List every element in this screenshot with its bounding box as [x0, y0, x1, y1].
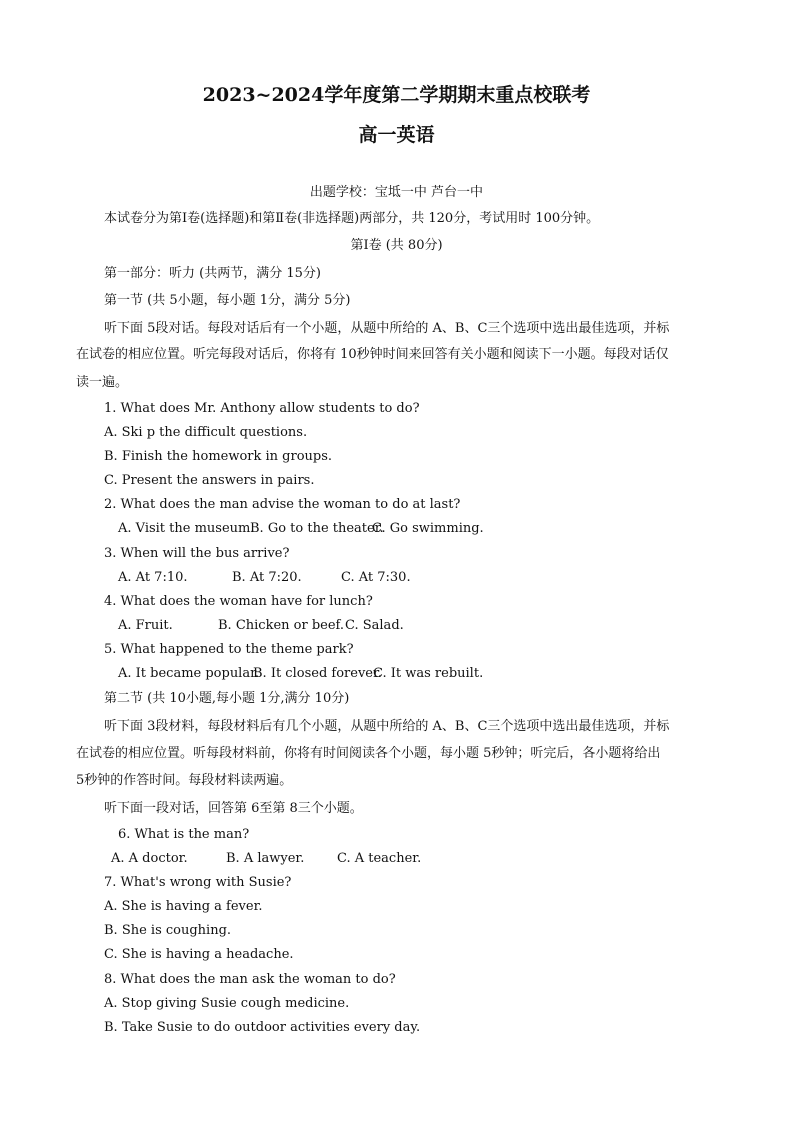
- q6-option-b: B. A lawyer.: [226, 851, 305, 866]
- q7-option-a: A. She is having a fever.: [104, 899, 263, 914]
- exam-subject: 高一英语: [358, 124, 435, 146]
- question-8: 8. What does the man ask the woman to do?: [104, 972, 396, 987]
- q1-option-b: B. Finish the homework in groups.: [104, 449, 333, 464]
- volume-heading: 第Ⅰ卷 (共 80分): [350, 238, 443, 253]
- section1-instruction-line: 听下面 5段对话。每段对话后有一个小题，从题中所给的 A、B、C三个选项中选出最佳选项，并标: [104, 321, 670, 336]
- q8-option-b: B. Take Susie to do outdoor activities every day.: [104, 1020, 421, 1035]
- q4-option-a: A. Fruit.: [118, 618, 173, 633]
- question-4: 4. What does the woman have for lunch?: [104, 594, 373, 609]
- q8-option-a: A. Stop giving Susie cough medicine.: [104, 996, 350, 1011]
- q1-option-a: A. Ski p the difficult questions.: [104, 425, 308, 440]
- q7-option-c: C. She is having a headache.: [104, 947, 294, 962]
- setter-schools: 出题学校：宝坻一中 芦台一中: [309, 185, 484, 200]
- question-2: 2. What does the man advise the woman to do at last?: [104, 497, 461, 512]
- q2-option-c: C. Go swimming.: [372, 521, 484, 536]
- q6-option-c: C. A teacher.: [337, 851, 422, 866]
- section2-heading: 第二节 (共 10小题,每小题 1分,满分 10分): [104, 691, 350, 706]
- question-3: 3. When will the bus arrive?: [104, 546, 290, 561]
- section1-instruction-line: 在试卷的相应位置。听完每段对话后，你将有 10秒钟时间来回答有关小题和阅读下一小题。每段对话仅: [76, 347, 669, 362]
- q5-option-b: B. It closed forever.: [253, 666, 382, 681]
- exam-title: 2023~2024学年度第二学期期末重点校联考: [202, 84, 591, 106]
- exam-scope: 本试卷分为第Ⅰ卷(选择题)和第Ⅱ卷(非选择题)两部分，共 120分，考试用时 100分钟。: [104, 211, 600, 226]
- q6-option-a: A. A doctor.: [111, 851, 188, 866]
- q3-option-c: C. At 7:30.: [341, 570, 411, 585]
- q7-option-b: B. She is coughing.: [104, 923, 232, 938]
- section1-instruction-line: 读一遍。: [76, 375, 129, 390]
- q1-option-c: C. Present the answers in pairs.: [104, 473, 315, 488]
- section1-heading: 第一节 (共 5小题，每小题 1分，满分 5分): [104, 293, 351, 308]
- q4-option-c: C. Salad.: [345, 618, 404, 633]
- q5-option-a: A. It became popular.: [118, 666, 260, 681]
- q2-option-a: A. Visit the museum.: [118, 521, 255, 536]
- question-6: 6. What is the man?: [118, 827, 250, 842]
- section2-instruction-line: 在试卷的相应位置。听每段材料前，你将有时间阅读各个小题，每小题 5秒钟；听完后，各小题将给出: [76, 746, 661, 761]
- q5-option-c: C. It was rebuilt.: [373, 666, 484, 681]
- q3-option-b: B. At 7:20.: [232, 570, 302, 585]
- q3-option-a: A. At 7:10.: [118, 570, 188, 585]
- question-1: 1. What does Mr. Anthony allow students to do?: [104, 401, 420, 416]
- dialogue-intro: 听下面一段对话，回答第 6至第 8三个小题。: [104, 801, 363, 816]
- section2-instruction-line: 5秒钟的作答时间。每段材料读两遍。: [76, 773, 293, 788]
- q2-option-b: B. Go to the theater.: [250, 521, 384, 536]
- question-5: 5. What happened to the theme park?: [104, 642, 354, 657]
- question-7: 7. What's wrong with Susie?: [104, 875, 292, 890]
- section2-instruction-line: 听下面 3段材料，每段材料后有几个小题，从题中所给的 A、B、C三个选项中选出最佳选项，并标: [104, 719, 670, 734]
- part1-heading: 第一部分：听力 (共两节，满分 15分): [104, 266, 321, 281]
- q4-option-b: B. Chicken or beef.: [218, 618, 345, 633]
